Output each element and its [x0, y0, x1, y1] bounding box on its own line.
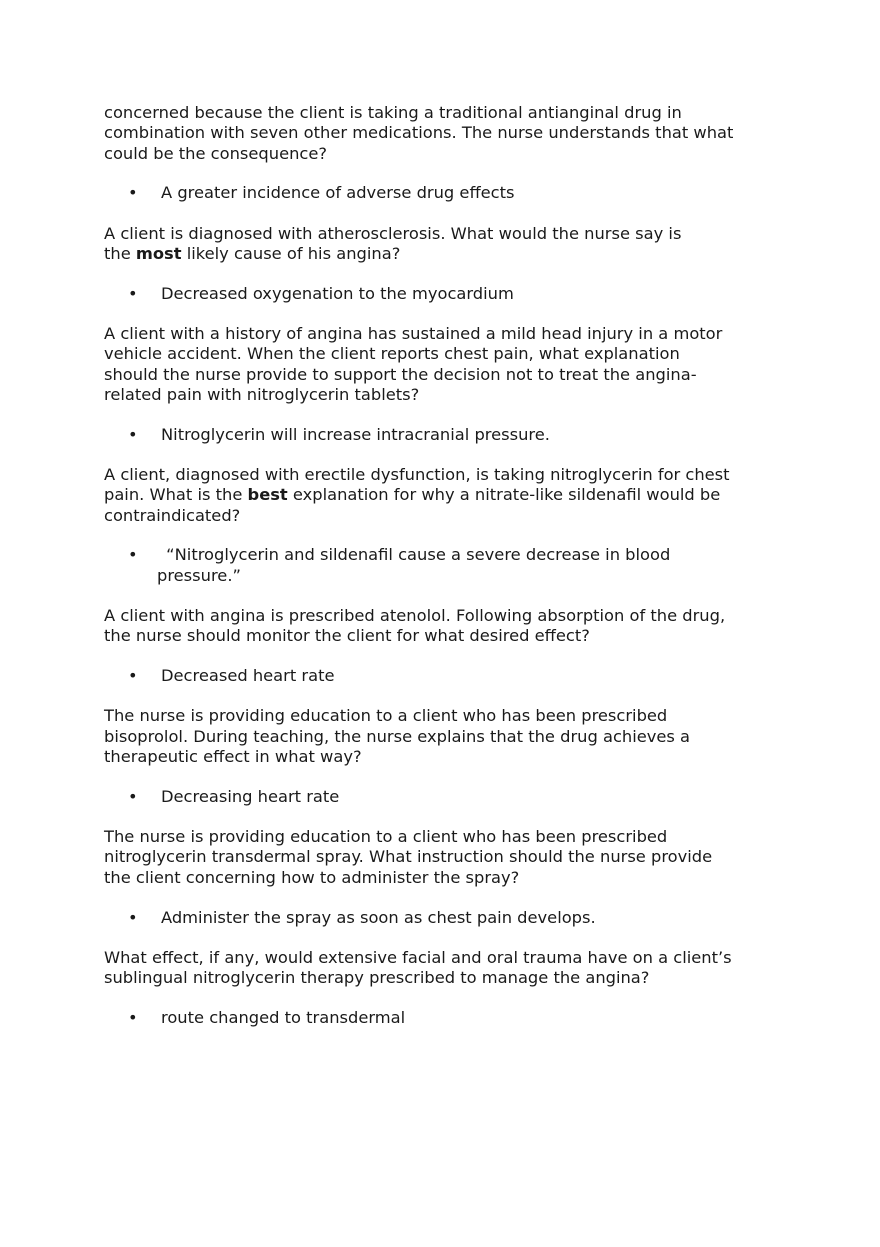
text-segment: A client with a history of angina has sustained a mild head injury in a motor — [104, 324, 723, 344]
text-segment: therapeutic effect in what way? — [104, 747, 362, 767]
question-line — [104, 465, 784, 485]
text-segment: the client concerning how to administer the spray? — [104, 867, 520, 887]
answer-bullet-item — [104, 1008, 784, 1028]
bullet-icon: • — [128, 907, 138, 927]
text-segment: should the nurse provide to support the decision not to treat the angina- — [104, 364, 697, 384]
question-line — [104, 948, 784, 968]
question-line — [104, 244, 784, 264]
answer-bullet-item — [104, 787, 784, 807]
question-line — [104, 485, 784, 505]
question-paragraph — [104, 948, 784, 989]
question-line — [104, 747, 784, 767]
text-segment: pain. What is the — [104, 485, 248, 505]
text-segment: sublingual nitroglycerin therapy prescribed to manage the angina? — [104, 968, 650, 988]
answer-bullet-item — [104, 908, 784, 928]
text-segment: A client, diagnosed with erectile dysfunction, is taking nitroglycerin for chest — [104, 465, 730, 485]
question-line — [104, 847, 784, 867]
bullet-icon: • — [128, 183, 138, 203]
question-line — [104, 727, 784, 747]
question-line — [104, 365, 784, 385]
question-paragraph — [104, 827, 784, 888]
text-segment: contraindicated? — [104, 505, 241, 525]
question-line — [104, 606, 784, 626]
question-line — [104, 224, 784, 244]
question-paragraph — [104, 224, 784, 265]
document-body — [104, 103, 784, 1048]
text-segment: likely cause of his angina? — [181, 243, 401, 263]
question-line — [104, 626, 784, 646]
text-segment: combination with seven other medications. The nurse understands that what — [104, 123, 734, 143]
emphasis-text: most — [135, 243, 182, 263]
answer-text: Nitroglycerin will increase intracranial pressure. — [161, 424, 550, 444]
answer-bullet-item — [104, 425, 784, 445]
answer-text: pressure.” — [157, 565, 241, 585]
question-line — [104, 385, 784, 405]
text-segment: explanation for why a nitrate-like sildenafil would be — [287, 485, 721, 505]
answer-bullet-item — [104, 183, 784, 203]
question-paragraph — [104, 324, 784, 405]
bullet-icon: • — [128, 1007, 138, 1027]
answer-text: route changed to transdermal — [161, 1007, 406, 1027]
answer-bullet-item — [104, 284, 784, 304]
text-segment: concerned because the client is taking a traditional antianginal drug in — [104, 103, 682, 122]
question-line — [104, 827, 784, 847]
answer-bullet-item — [104, 545, 784, 586]
text-segment: nitroglycerin transdermal spray. What instruction should the nurse provide — [104, 847, 713, 867]
question-paragraph — [104, 465, 784, 526]
bullet-icon: • — [128, 424, 138, 444]
text-segment: could be the consequence? — [104, 143, 328, 163]
question-line — [104, 706, 784, 726]
question-paragraph — [104, 606, 784, 647]
answer-text: Decreasing heart rate — [161, 786, 340, 806]
answer-text: Decreased heart rate — [161, 666, 335, 686]
answer-text: A greater incidence of adverse drug effects — [161, 183, 515, 203]
text-segment: A client is diagnosed with atherosclerosis. What would the nurse say is — [104, 223, 682, 243]
question-line — [104, 968, 784, 988]
answer-text: Decreased oxygenation to the myocardium — [161, 283, 514, 303]
question-line — [104, 506, 784, 526]
question-line — [104, 123, 784, 143]
emphasis-text: best — [247, 485, 288, 505]
text-segment: the — [104, 243, 136, 263]
question-line — [104, 144, 784, 164]
text-segment: What effect, if any, would extensive facial and oral trauma have on a client’s — [104, 947, 732, 967]
bullet-icon: • — [128, 666, 138, 686]
question-line — [104, 344, 784, 364]
bullet-icon: • — [128, 786, 138, 806]
question-paragraph — [104, 706, 784, 767]
question-line — [104, 324, 784, 344]
answer-text: “Nitroglycerin and sildenafil cause a severe decrease in blood — [161, 545, 671, 565]
question-line — [104, 103, 784, 123]
question-paragraph — [104, 103, 784, 164]
text-segment: The nurse is providing education to a client who has been prescribed — [104, 706, 668, 726]
answer-text: Administer the spray as soon as chest pain develops. — [161, 907, 596, 927]
text-segment: A client with angina is prescribed atenolol. Following absorption of the drug, — [104, 606, 726, 626]
text-segment: related pain with nitroglycerin tablets? — [104, 384, 420, 404]
text-segment: vehicle accident. When the client reports chest pain, what explanation — [104, 344, 680, 364]
question-line — [104, 868, 784, 888]
answer-bullet-item — [104, 666, 784, 686]
bullet-icon: • — [128, 283, 138, 303]
text-segment: The nurse is providing education to a client who has been prescribed — [104, 827, 668, 847]
text-segment: bisoprolol. During teaching, the nurse explains that the drug achieves a — [104, 726, 691, 746]
bullet-icon: • — [128, 545, 138, 565]
text-segment: the nurse should monitor the client for what desired effect? — [104, 626, 590, 646]
